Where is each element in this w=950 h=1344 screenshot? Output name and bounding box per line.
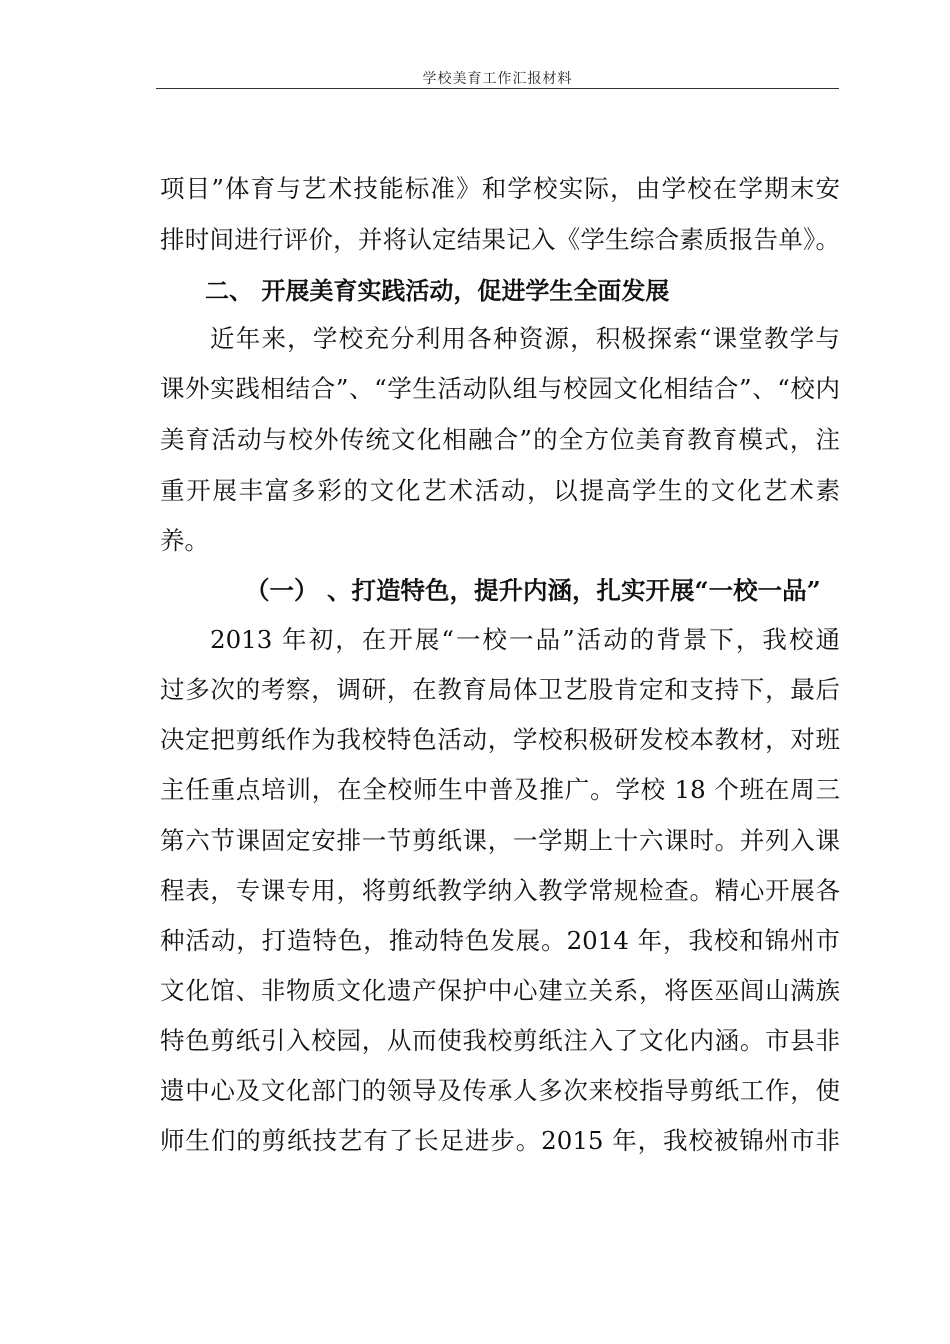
body-line: 排时间进行评价，并将认定结果记入《学生综合素质报告单》。	[160, 225, 840, 254]
body-line: 文化馆、非物质文化遗产保护中心建立关系，将医巫闾山满族	[160, 976, 840, 1005]
body-line: 决定把剪纸作为我校特色活动，学校积极研发校本教材，对班	[160, 725, 840, 754]
body-line: 美育活动与校外传统文化相融合”的全方位美育教育模式，注	[160, 425, 840, 454]
body-line: 重开展丰富多彩的文化艺术活动，以提高学生的文化艺术素	[160, 476, 840, 505]
page-header: 学校美育工作汇报材料	[422, 71, 573, 87]
paragraph-first-line: 近年来，学校充分利用各种资源，积极探索“课堂教学与	[210, 324, 840, 353]
body-line: 主任重点培训，在全校师生中普及推广。学校 18 个班在周三	[160, 775, 840, 804]
header-divider	[156, 88, 839, 89]
section-heading: 二、 开展美育实践活动，促进学生全面发展	[205, 277, 670, 305]
body-line: 特色剪纸引入校园，从而使我校剪纸注入了文化内涵。市县非	[160, 1026, 840, 1055]
subsection-heading: （一） 、打造特色，提升内涵，扎实开展“一校一品”	[245, 576, 821, 605]
body-line: 项目”体育与艺术技能标准》和学校实际，由学校在学期末安	[160, 174, 840, 203]
body-line: 遗中心及文化部门的领导及传承人多次来校指导剪纸工作，使	[160, 1076, 840, 1105]
body-line: 师生们的剪纸技艺有了长足进步。2015 年，我校被锦州市非	[160, 1126, 840, 1155]
paragraph-first-line: 2013 年初，在开展“一校一品”活动的背景下，我校通	[210, 625, 840, 654]
body-line: 养。	[160, 526, 209, 555]
body-line: 程表，专课专用，将剪纸教学纳入教学常规检查。精心开展各	[160, 876, 840, 905]
body-line: 课外实践相结合”、“学生活动队组与校园文化相结合”、“校内	[160, 374, 840, 403]
body-line: 种活动，打造特色，推动特色发展。2014 年，我校和锦州市	[160, 926, 840, 955]
body-line: 过多次的考察，调研，在教育局体卫艺股肯定和支持下，最后	[160, 675, 840, 704]
body-line: 第六节课固定安排一节剪纸课，一学期上十六课时。并列入课	[160, 826, 840, 855]
